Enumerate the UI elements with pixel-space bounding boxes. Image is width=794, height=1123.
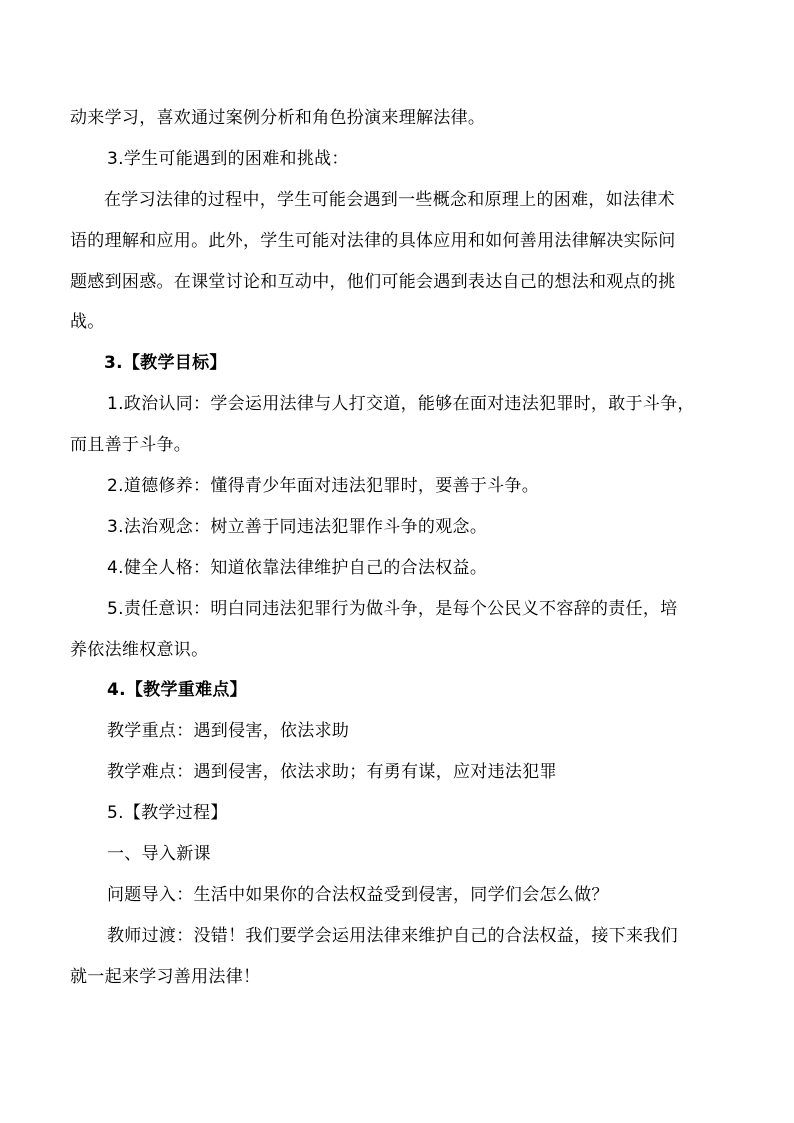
objective-item: 5.责任意识：明白同违法犯罪行为做斗争，是每个公民义不容辞的责任，培 <box>107 598 678 619</box>
paragraph-line: 养依法维权意识。 <box>70 639 209 660</box>
objective-item: 4.健全人格：知道依靠法律维护自己的合法权益。 <box>107 557 488 578</box>
paragraph-line: 动来学习，喜欢通过案例分析和角色扮演来理解法律。 <box>70 108 486 128</box>
subheading-intro: 一、导入新课 <box>107 844 211 865</box>
paragraph-line: 教师过渡：没错！我们要学会运用法律来维护自己的合法权益，接下来我们 <box>107 925 678 946</box>
objective-item: 3.法治观念：树立善于同违法犯罪作斗争的观念。 <box>107 516 488 537</box>
document-body <box>70 98 730 998</box>
section-heading-process: 5.【教学过程】 <box>107 803 228 824</box>
paragraph-line: 战。 <box>70 312 105 333</box>
section-heading-objectives: 3.【教学目标】 <box>104 353 227 374</box>
objective-item: 2.道德修养：懂得青少年面对违法犯罪时，要善于斗争。 <box>107 476 540 497</box>
paragraph-line: 题感到困惑。在课堂讨论和互动中，他们可能会遇到表达自己的想法和观点的挑 <box>70 271 676 292</box>
paragraph-line: 而且善于斗争。 <box>70 435 192 456</box>
subheading-difficulties: 3.学生可能遇到的困难和挑战： <box>107 148 349 169</box>
key-point-item: 教学重点：遇到侵害，依法求助 <box>107 721 350 742</box>
section-heading-key-points: 4.【教学重难点】 <box>107 680 247 701</box>
difficult-point-item: 教学难点：遇到侵害，依法求助；有勇有谋，应对违法犯罪 <box>107 762 557 783</box>
paragraph-line: 语的理解和应用。此外，学生可能对法律的具体应用和如何善用法律解决实际问 <box>70 230 676 251</box>
paragraph-line: 问题导入：生活中如果你的合法权益受到侵害，同学们会怎么做？ <box>107 884 609 905</box>
objective-item: 1.政治认同：学会运用法律与人打交道，能够在面对违法犯罪时，敢于斗争， <box>107 394 695 415</box>
paragraph-line: 在学习法律的过程中，学生可能会遇到一些概念和原理上的困难，如法律术 <box>104 189 675 210</box>
paragraph-line: 就一起来学习善用法律！ <box>70 966 261 987</box>
